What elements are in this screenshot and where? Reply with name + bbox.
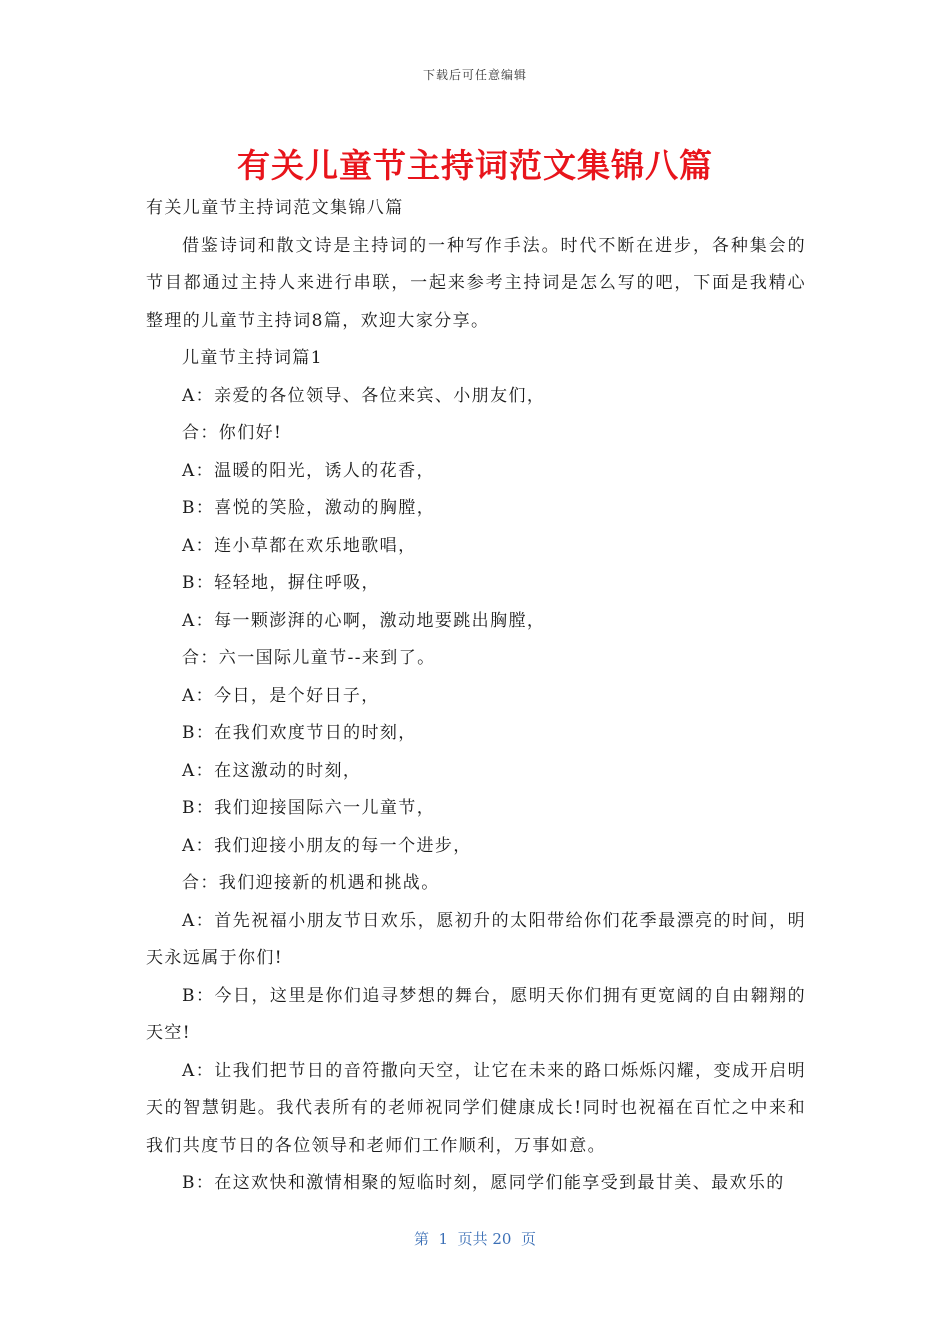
body-paragraph: B：在这欢快和激情相聚的短临时刻，愿同学们能享受到最甘美、最欢乐的 [182,1173,785,1193]
body-paragraph: A：在这激动的时刻， [182,760,362,781]
page-footer: 第 1 页共 20 页 [413,1230,536,1248]
body-paragraph: 儿童节主持词篇1 [182,348,324,368]
body-paragraph: B：轻轻地，摒住呼吸， [182,573,380,593]
body-paragraph: A：亲爱的各位领导、各位来宾、小朋友们， [182,385,546,406]
body-paragraph: A：每一颗澎湃的心啊，激动地要跳出胸膛， [182,610,546,631]
body-paragraph: A：温暖的阳光，诱人的花香， [182,460,435,481]
header-note: 下载后可任意编辑 [422,68,527,82]
body-paragraph: B：我们迎接国际六一儿童节， [182,798,436,818]
body-paragraph: 合：你们好! [182,423,283,443]
body-paragraph: 合：我们迎接新的机遇和挑战。 [182,873,440,893]
body-paragraph: B：在我们欢度节日的时刻， [182,723,417,743]
body-paragraph: A：连小草都在欢乐地歌唱， [182,535,417,556]
body-paragraph: A：首先祝福小朋友节日欢乐，愿初升的太阳带给你们花季最漂亮的时间，明天永远属于你们! [146,910,806,968]
body-paragraph: A：让我们把节日的音符撒向天空，让它在未来的路口烁烁闪耀，变成开启明天的智慧钥匙。我代表所有的老师祝同学们健康成长!同时也祝福在百忙之中来和我们共度节日的各位领导和老师们工作顺利，万事如意。 [146,1060,806,1156]
body-paragraph: A：我们迎接小朋友的每一个进步， [182,835,472,856]
document-title: 有关儿童节主持词范文集锦八篇 [237,146,713,185]
body-paragraph: 合：六一国际儿童节--来到了。 [182,648,436,668]
body-paragraph: B：今日，这里是你们追寻梦想的舞台，愿明天你们拥有更宽阔的自由翱翔的天空! [146,985,806,1043]
body-paragraph: A：今日，是个好日子， [182,685,380,706]
document-body [146,190,806,1203]
body-paragraph: 借鉴诗词和散文诗是主持词的一种写作手法。时代不断在进步，各种集会的节目都通过主持人来进行串联，一起来参考主持词是怎么写的吧，下面是我精心整理的儿童节主持词8篇，欢迎大家分享。 [146,235,806,331]
body-paragraph: 有关儿童节主持词范文集锦八篇 [146,198,404,218]
body-paragraph: B：喜悦的笑脸，激动的胸膛， [182,498,436,518]
